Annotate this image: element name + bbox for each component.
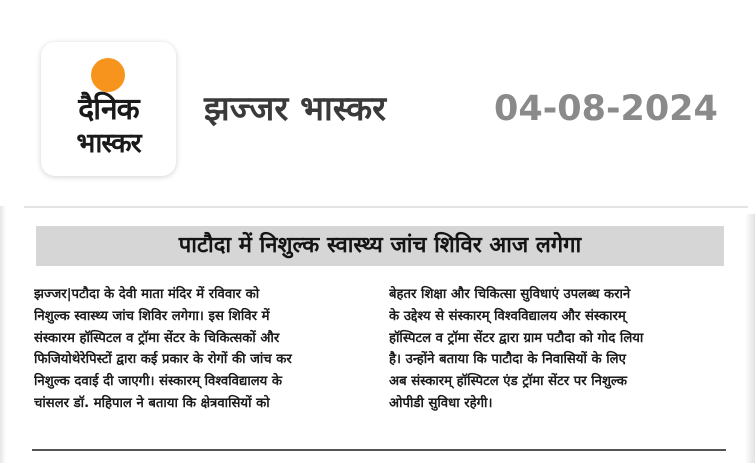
article-line: बेहतर शिक्षा और चिकित्सा सुविधाएं उपलब्ध कराने bbox=[389, 287, 631, 302]
article-bottom-rule bbox=[32, 449, 726, 451]
article-line: निशुल्क स्वास्थ्य जांच शिविर लगेगा। इस शिविर में bbox=[34, 308, 270, 324]
clipping-top-edge bbox=[24, 206, 748, 208]
article-headline: पाटौदा में निशुल्क स्वास्थ्य जांच शिविर आज लगेगा bbox=[178, 233, 582, 258]
edition-name: झज्जर भास्कर bbox=[204, 89, 387, 129]
article-line: हॉस्पिटल व ट्रॉमा सेंटर द्वारा ग्राम पटौदा को गोद लिया bbox=[389, 330, 644, 346]
logo-text-bhaskar: भास्कर bbox=[76, 128, 141, 159]
logo-text-dainik: दैनिक bbox=[78, 92, 139, 127]
article-line: फिजियोथेरेपिस्टों द्वारा कई प्रकार के रोगों की जांच कर bbox=[34, 352, 292, 368]
article-line: संस्कारम हॉस्पिटल व ट्रॉमा सेंटर के चिकित्सकों और bbox=[34, 330, 280, 346]
clipping-left-edge bbox=[0, 206, 6, 463]
publication-date: 04-08-2024 bbox=[494, 89, 718, 129]
article-line: अब संस्कारम् हॉस्पिटल एंड ट्रॉमा सेंटर पर निशुल्क bbox=[389, 374, 627, 390]
dainik-bhaskar-logo bbox=[41, 42, 176, 176]
clipping-right-edge bbox=[745, 214, 755, 463]
article-line: के उद्देश्य से संस्कारम् विश्वविद्यालय और संस्कारम् bbox=[389, 308, 626, 324]
sun-icon bbox=[91, 58, 125, 92]
article-column-right bbox=[389, 284, 725, 415]
article-column-left bbox=[34, 284, 368, 415]
article-line: झज्जर|पटौदा के देवी माता मंदिर में रविवार को bbox=[34, 287, 260, 302]
article-line: निशुल्क दवाई दी जाएगी। संस्कारम् विश्वविद्यालय के bbox=[34, 374, 283, 390]
article-line: चांसलर डॉ. महिपाल ने बताया कि क्षेत्रवासियों को bbox=[34, 395, 270, 411]
article-line: है। उन्होंने बताया कि पाटौदा के निवासियों के लिए bbox=[389, 352, 626, 368]
article-line: ओपीडी सुविधा रहेगी। bbox=[389, 395, 493, 411]
